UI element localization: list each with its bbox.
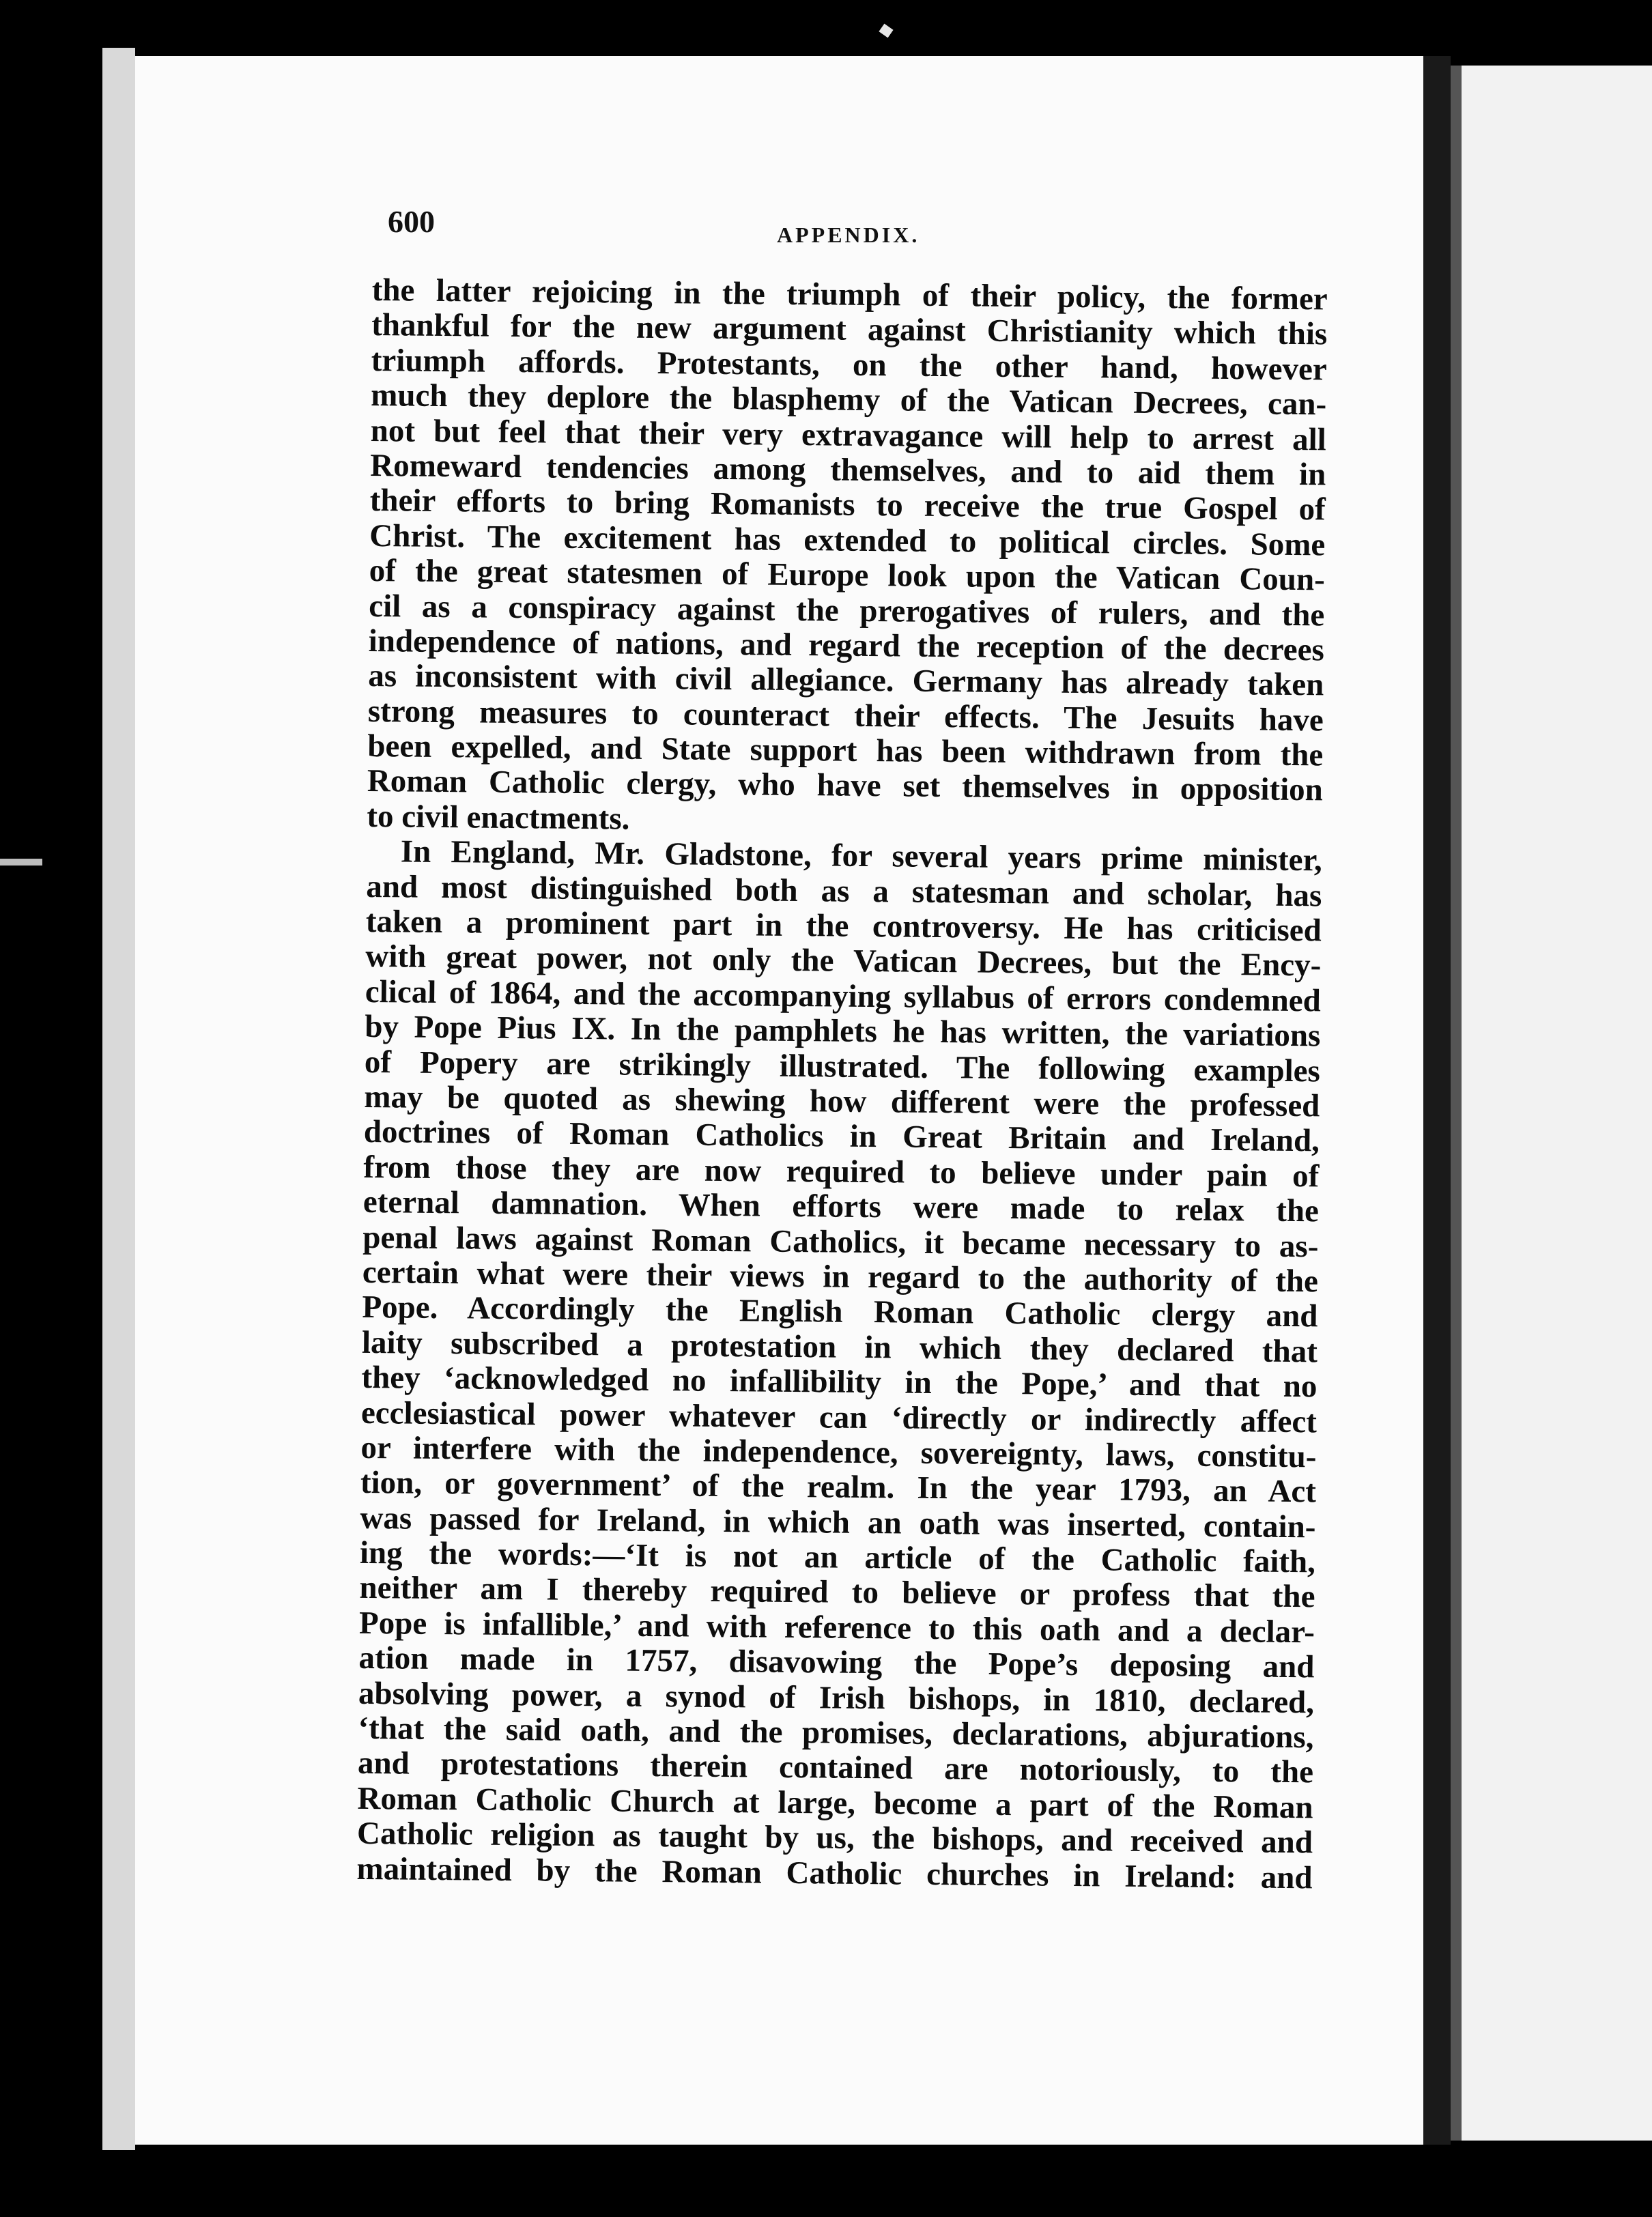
text-line: Catholic religion as taught by us, the bishops, and received and <box>356 1816 1313 1861</box>
text-line: to civil enactments. <box>367 798 630 837</box>
text-line: ing the words:—‘It is not an article of the Catholic faith, <box>359 1534 1316 1580</box>
text-line: ‘that the said oath, and the promises, declarations, abjurations, <box>358 1710 1314 1756</box>
text-line: of Popery are strikingly illustrated. The following examples <box>364 1044 1321 1089</box>
text-line: by Pope Pius IX. In the pamphlets he has written, the variations <box>365 1009 1321 1054</box>
text-line: been expelled, and State support has been withdrawn from the <box>367 728 1324 773</box>
text-line: the latter rejoicing in the triumph of their policy, the former <box>371 272 1328 317</box>
text-line: Pope. Accordingly the English Roman Catholic clergy and <box>362 1289 1318 1334</box>
text-line: and most distinguished both as a statesman and scholar, has <box>366 868 1322 914</box>
text-line: laity subscribed a protestation in which they declared that <box>361 1324 1318 1370</box>
text-line: penal laws against Roman Catholics, it became necessary to as- <box>362 1219 1319 1264</box>
text-line: of the great statesmen of Europe look upon the Vatican Coun- <box>369 553 1325 598</box>
text-line: and protestations therein contained are notoriously, to the <box>357 1745 1314 1790</box>
text-line: In England, Mr. Gladstone, for several years prime minister, <box>400 833 1323 878</box>
text-line: as inconsistent with civil allegiance. Germany has already taken <box>368 658 1324 703</box>
body-text <box>356 273 1328 1896</box>
margin-mark <box>0 859 42 866</box>
book-edge <box>102 48 135 2150</box>
facing-page-gutter <box>1451 66 1462 2141</box>
text-line: with great power, not only the Vatican Decrees, but the Ency- <box>365 939 1322 984</box>
text-line: may be quoted as shewing how different were the professed <box>364 1078 1320 1124</box>
text-line: much they deplore the blasphemy of the Vatican Decrees, can- <box>371 377 1327 423</box>
text-line: they ‘acknowledged no infallibility in the Pope,’ and that no <box>361 1360 1318 1405</box>
text-line: tion, or government’ of the realm. In the year 1793, an Act <box>360 1465 1317 1510</box>
text-line: ecclesiastical power whatever can ‘directly or indirectly affect <box>360 1394 1318 1440</box>
text-line: neither am I thereby required to believe or profess that the <box>359 1570 1315 1615</box>
text-line: triumph affords. Protestants, on the other hand, however <box>371 342 1327 388</box>
text-line: Roman Catholic clergy, who have set themselves in opposition <box>367 763 1324 808</box>
facing-page-edge <box>1451 66 1652 2141</box>
text-line: strong measures to counteract their effects. The Jesuits have <box>367 693 1324 739</box>
text-line: certain what were their views in regard to the authority of the <box>362 1254 1319 1300</box>
running-title: APPENDIX. <box>777 223 920 247</box>
text-line: Romeward tendencies among themselves, and to aid them in <box>370 447 1326 493</box>
text-line: maintained by the Roman Catholic churches in Ireland: and <box>356 1850 1313 1896</box>
page-number: 600 <box>388 204 435 239</box>
text-line: eternal damnation. When efforts were made to relax the <box>362 1184 1320 1229</box>
text-line: cil as a conspiracy against the prerogatives of rulers, and the <box>369 588 1325 633</box>
text-line: thankful for the new argument against Christianity which this <box>371 307 1328 352</box>
text-line: from those they are now required to believe under pain of <box>363 1149 1320 1195</box>
text-line: Pope is infallible,’ and with reference to this oath and a declar- <box>358 1605 1315 1650</box>
text-line: ation made in 1757, disavowing the Pope’s deposing and <box>358 1640 1315 1685</box>
text-line: Roman Catholic Church at large, become a part of the Roman <box>357 1780 1313 1826</box>
text-line: Christ. The excitement has extended to political circles. Some <box>369 517 1326 563</box>
text-line: absolving power, a synod of Irish bishops, in 1810, declared, <box>358 1675 1315 1720</box>
text-line: clical of 1864, and the accompanying syllabus of errors condemned <box>365 973 1322 1019</box>
text-line: or interfere with the independence, sovereignty, laws, constitu- <box>360 1429 1317 1475</box>
page-gutter-shadow <box>1423 56 1451 2145</box>
text-line: taken a prominent part in the controversy. He has criticised <box>365 903 1322 949</box>
text-line: not but feel that their very extravagance will help to arrest all <box>370 412 1326 457</box>
text-line: doctrines of Roman Catholics in Great Britain and Ireland, <box>363 1114 1320 1159</box>
text-line: their efforts to bring Romanists to receive the true Gospel of <box>369 483 1326 528</box>
text-line: was passed for Ireland, in which an oath was inserted, contain- <box>360 1500 1316 1545</box>
text-line: independence of nations, and regard the reception of the decrees <box>368 623 1325 668</box>
running-head <box>388 203 1323 258</box>
